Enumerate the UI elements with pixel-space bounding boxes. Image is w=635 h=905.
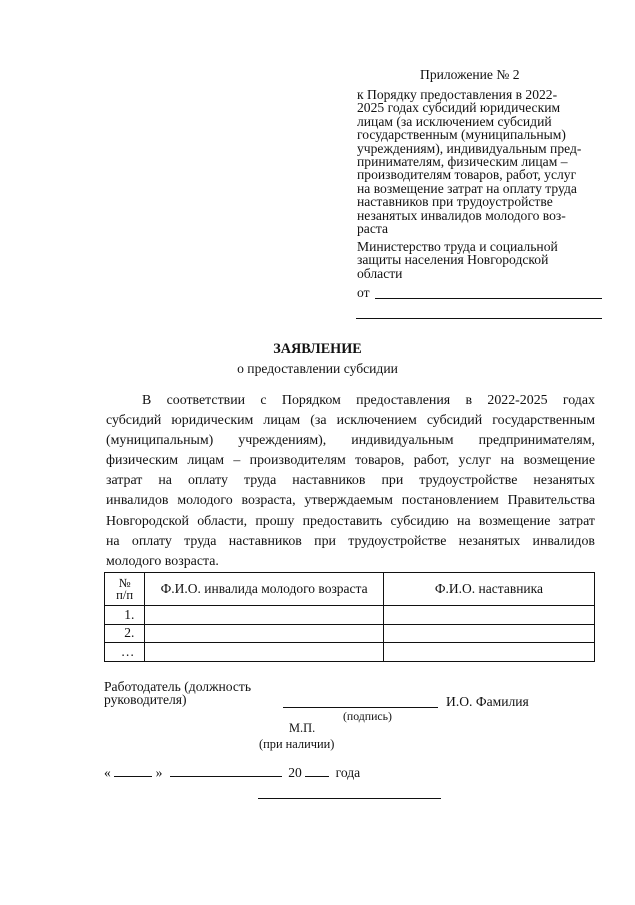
disabled-person-name-cell[interactable] [145, 643, 384, 662]
header-number-line: № [118, 576, 131, 590]
year-word: года [335, 765, 361, 780]
table-header-row [105, 573, 595, 606]
stamp-note: (при наличии) [259, 737, 335, 751]
appendix-title: Приложение № 2 [420, 67, 520, 82]
paragraph-line: инвалидов молодого возраста, утверждаемым постановлением Правительства [106, 493, 595, 509]
year-field[interactable] [305, 766, 329, 777]
header-mentor-name: Ф.И.О. наставника [383, 573, 594, 606]
appendix-line: лицам (за исключением субсидий [357, 113, 552, 129]
paragraph-line: затрат на оплату труда наставников при трудоустройстве незанятых [106, 473, 595, 489]
row-number: 1. [105, 606, 145, 625]
stamp-place: М.П. [289, 721, 316, 735]
date-line [104, 766, 360, 779]
open-quote: « [104, 765, 111, 780]
appendix-line: принимателям, физическим лицам – [357, 154, 568, 170]
close-quote: » [155, 765, 163, 780]
mentor-name-cell[interactable] [383, 624, 594, 643]
document-subtitle: о предоставлении субсидии [237, 361, 398, 376]
appendix-line: к Порядку предоставления в 2022- [357, 87, 558, 102]
employer-line: руководителя) [104, 692, 187, 708]
row-number: 2. [105, 624, 145, 643]
employer-line: Работодатель (должность [104, 679, 252, 694]
paragraph-line: на оплату труда наставников при трудоустройстве незанятых инвалидов [106, 533, 595, 549]
appendix-line: наставников при трудоустройстве [357, 194, 553, 210]
addressee-line: области [357, 265, 403, 281]
disabled-person-name-cell[interactable] [145, 606, 384, 625]
addressee-line: защиты населения Новгородской [357, 252, 549, 268]
day-field[interactable] [114, 766, 152, 777]
signature-caption: (подпись) [343, 709, 392, 723]
paragraph-line: субсидий юридическим лицам (за исключением субсидий государственным [106, 413, 595, 429]
from-field-line[interactable] [375, 298, 602, 299]
bottom-signature-line[interactable] [258, 798, 441, 799]
table-row [105, 606, 595, 625]
appendix-line: незанятых инвалидов молодого воз- [357, 207, 566, 223]
appendix-line: 2025 годах субсидий юридическим [357, 100, 561, 116]
from-field-line-2[interactable] [356, 318, 602, 319]
mentors-table [104, 572, 595, 662]
application-paragraph [106, 391, 595, 572]
month-field[interactable] [170, 766, 282, 777]
table-row [105, 643, 595, 662]
addressee-ministry [357, 240, 558, 280]
header-disabled-person-name: Ф.И.О. инвалида молодого возраста [145, 573, 384, 606]
signatory-name: И.О. Фамилия [446, 694, 529, 709]
paragraph-line: (муниципальным) учреждениям), индивидуальным предпринимателям, [106, 433, 595, 449]
paragraph-line: Новгородской области, прошу предоставить субсидию на возмещение затрат [106, 513, 595, 529]
appendix-line: государственным (муниципальным) [357, 127, 566, 143]
row-number: … [105, 643, 145, 662]
addressee-line: Министерство труда и социальной [357, 239, 558, 254]
appendix-line: раста [357, 221, 389, 237]
employer-label [104, 680, 251, 707]
header-number [105, 573, 145, 606]
appendix-line: производителям товаров, работ, услуг [357, 167, 577, 183]
paragraph-line: В соответствии с Порядком предоставления в 2022-2025 годах [142, 393, 595, 408]
appendix-reference [357, 88, 602, 235]
paragraph-line: молодого возраста. [106, 553, 219, 569]
mentor-name-cell[interactable] [383, 606, 594, 625]
signature-field-line[interactable] [283, 707, 438, 708]
paragraph-line: физическим лицам – производителям товаров, работ, услуг на возмещение [106, 453, 595, 469]
appendix-line: учреждениям), индивидуальным пред- [357, 140, 582, 156]
from-label: от [357, 285, 370, 300]
appendix-line: на возмещение затрат на оплату труда [357, 180, 577, 196]
year-century: 20 [288, 765, 302, 780]
header-number-line: п/п [116, 588, 134, 602]
disabled-person-name-cell[interactable] [145, 624, 384, 643]
document-title: ЗАЯВЛЕНИЕ [273, 341, 362, 357]
mentor-name-cell[interactable] [383, 643, 594, 662]
table-row [105, 624, 595, 643]
